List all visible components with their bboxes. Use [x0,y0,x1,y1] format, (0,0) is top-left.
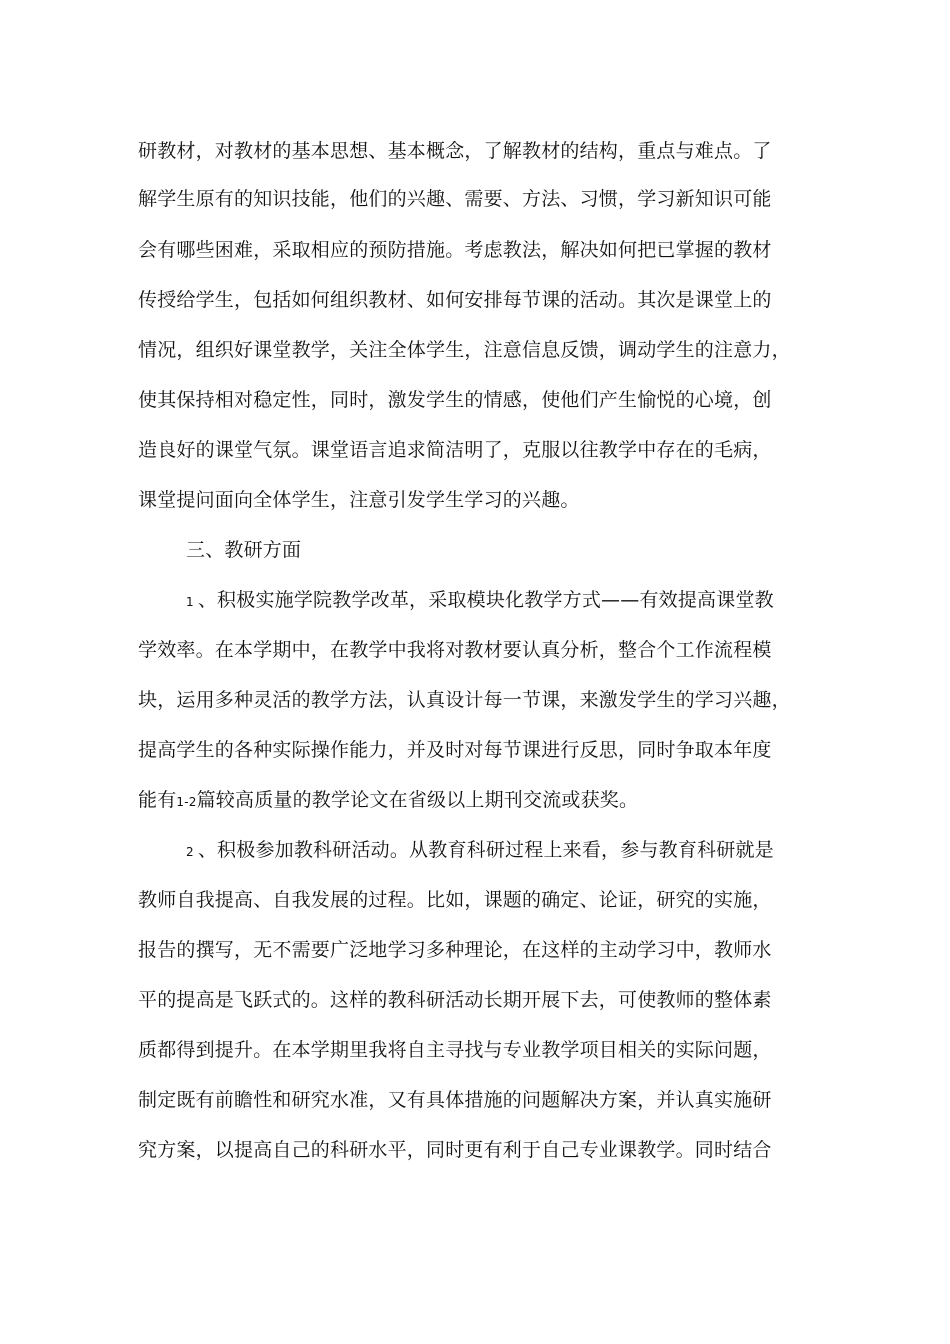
paragraph-line: 会有哪些困难，采取相应的预防措施。考虑教法，解决如何把已掌握的教材 [138,239,772,261]
paragraph-line: 块，运用多种灵活的教学方法，认真设计每一节课，来激发学生的学习兴趣， [138,689,791,711]
item1-first-line [186,585,774,615]
item1-first-text: 、积极实施学院教学改革，采取模块化教学方式——有效提高课堂教 [197,589,774,611]
item1-last-line [138,785,638,815]
paragraph-line: 报告的撰写，无不需要广泛地学习多种理论，在这样的主动学习中，教师水 [138,939,772,961]
paragraph-line: 解学生原有的知识技能，他们的兴趣、需要、方法、习惯，学习新知识可能 [138,188,772,210]
section-heading: 三、教研方面 [186,539,302,561]
paragraph-line: 课堂提问面向全体学生，注意引发学生学习的兴趣。 [138,489,580,511]
paragraph-line: 教师自我提高、自我发展的过程。比如，课题的确定、论证，研究的实施， [138,889,772,911]
item2-first-line [186,835,774,865]
last-line-number: 1-2 [176,795,197,809]
paragraph-line: 平的提高是飞跃式的。这样的教科研活动长期开展下去，可使教师的整体素 [138,989,772,1011]
paragraph-line: 究方案，以提高自己的科研水平，同时更有利于自己专业课教学。同时结合 [138,1139,772,1161]
paragraph-line: 传授给学生，包括如何组织教材、如何安排每节课的活动。其次是课堂上的 [138,289,772,311]
last-line-prefix: 能有 [138,789,177,811]
paragraph-line: 质都得到提升。在本学期里我将自主寻找与专业教学项目相关的实际问题， [138,1039,772,1061]
item1-number: 1 [186,595,194,609]
paragraph-line: 学效率。在本学期中，在教学中我将对教材要认真分析，整合个工作流程模 [138,639,772,661]
paragraph-line: 研教材，对教材的基本思想、基本概念，了解教材的结构，重点与难点。了 [138,140,772,162]
paragraph-line: 制定既有前瞻性和研究水准，又有具体措施的问题解决方案，并认真实施研 [138,1089,772,1111]
paragraph-line: 造良好的课堂气氛。课堂语言追求简洁明了，克服以往教学中存在的毛病， [138,439,772,461]
paragraph-line: 情况，组织好课堂教学，关注全体学生，注意信息反馈，调动学生的注意力， [138,339,791,361]
item2-first-text: 、积极参加教科研活动。从教育科研过程上来看，参与教育科研就是 [197,839,774,861]
paragraph-line: 提高学生的各种实际操作能力，并及时对每节课进行反思，同时争取本年度 [138,739,772,761]
paragraph-line: 使其保持相对稳定性，同时，激发学生的情感，使他们产生愉悦的心境，创 [138,389,772,411]
item2-number: 2 [186,845,194,859]
last-line-suffix: 篇较高质量的教学论文在省级以上期刊交流或获奖。 [196,789,639,811]
